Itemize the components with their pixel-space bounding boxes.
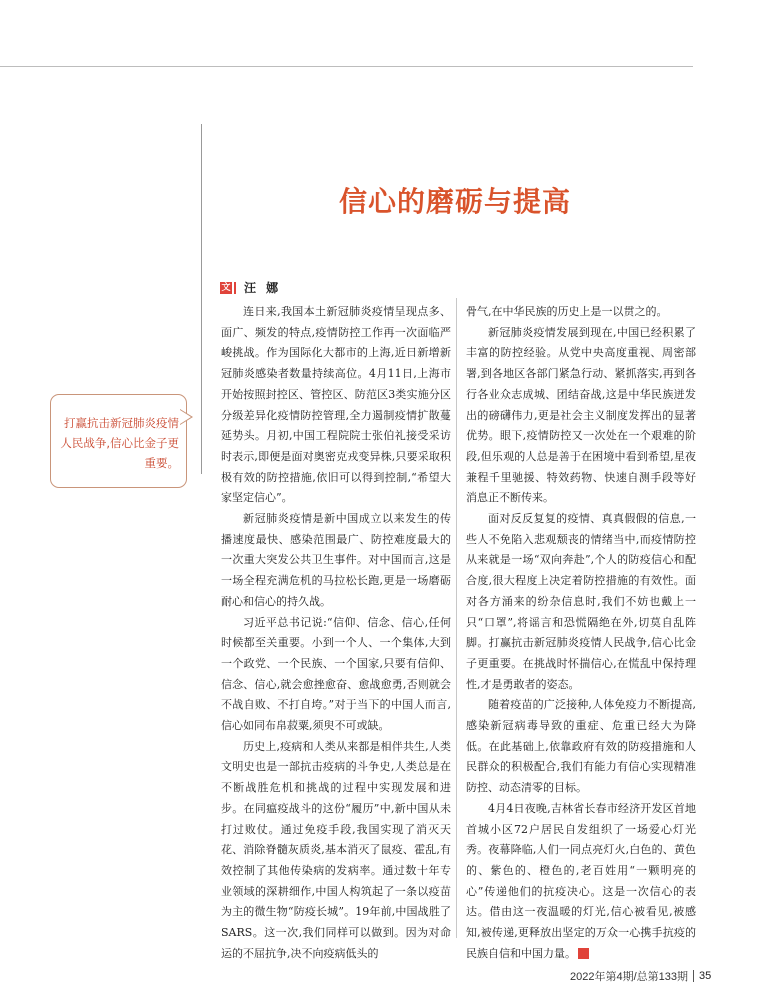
- article-column-right: [466, 302, 696, 965]
- end-mark-icon: G: [578, 948, 589, 959]
- paragraph-last-text: 4月4日夜晚,吉林省长春市经济开发区首地首城小区72户居民自发组织了一场爱心灯光秀。夜幕降临,人们一同点亮灯火,白色的、黄色的、紫色的、橙色的,老百姓用“一颗明亮的心”传递他们的抗疫决心。这是一次信心的表达。借由这一夜温暖的灯光,信心被看见,被感知,被传递,更释放出坚定的万众一心携手抗疫的民族自信和中国力量。: [466, 801, 696, 960]
- paragraph: 历史上,疫病和人类从来都是相伴共生,人类文明史也是一部抗击疫病的斗争史,人类总是在不断战胜危机和挑战的过程中实现发展和进步。在同瘟疫战斗的这份“履历”中,新中国从未打过败仗。通过免疫手段,我国实现了消灭天花、消除脊髓灰质炎,基本消灭了鼠疫、霍乱,有效控制了其他传染病的发病率。通过数十年专业领域的深耕细作,中国人构筑起了一条以疫苗为主的微生物“防疫长城”。19年前,中国战胜了SARS。这一次,我们同样可以做到。因为对命运的不屈抗争,决不向疫病低头的: [221, 739, 451, 960]
- paragraph: 随着疫苗的广泛接种,人体免疫力不断提高,感染新冠病毒导致的重症、危重已经大为降低。在此基础上,依靠政府有效的防疫措施和人民群众的积极配合,我们有能力有信心实现精准防控、动态清零的目标。: [466, 698, 696, 795]
- paragraph: 新冠肺炎疫情是新中国成立以来发生的传播速度最快、感染范围最广、防控难度最大的一次重大突发公共卫生事件。对中国而言,这是一场全程充满危机的马拉松长跑,更是一场磨砺耐心和信心的持久战。: [221, 512, 451, 608]
- paragraph: 骨气,在中华民族的历史上是一以贯之的。: [466, 305, 668, 318]
- pullquote-text: 打赢抗击新冠肺炎疫情人民战争,信心比金子更重要。: [60, 416, 179, 470]
- paragraph: 习近平总书记说:“信仰、信念、信心,任何时候都至关重要。小到一个人、一个集体,大到一个政党、一个民族、一个国家,只要有信仰、信念、信心,就会愈挫愈奋、愈战愈勇,否则就会不战自败、不打自垮。”对于当下的中国人而言,信心如同布帛菽粟,须臾不可或缺。: [221, 615, 451, 733]
- pullquote-tail-inner: [180, 410, 191, 424]
- paragraph-last: [466, 799, 696, 965]
- header-rule: [0, 66, 693, 67]
- pullquote: [50, 394, 187, 488]
- page-footer: [570, 968, 711, 984]
- page-number: 35: [699, 970, 712, 982]
- paragraph: 连日来,我国本土新冠肺炎疫情呈现点多、面广、频发的特点,疫情防控工作再一次面临严峻挑战。作为国际化大都市的上海,近日新增新冠肺炎感染者数量持续高位。4月11日,上海市开始按照封控区、管控区、防范区3类实施分区分级差异化疫情防控管理,全力遏制疫情扩散蔓延势头。月初,中国工程院院士张伯礼接受采访时表示,即便是面对奥密克戎变异株,只要采取积极有效的防控措施,依旧可以得到控制,“希望大家坚定信心”。: [221, 305, 451, 505]
- author-name: 汪 娜: [244, 281, 282, 295]
- issue-info: 2022年第4期/总第133期: [570, 971, 688, 983]
- paragraph: 面对反反复复的疫情、真真假假的信息,一些人不免陷入悲观颓丧的情绪当中,而疫情防控从来就是一场“双向奔赴”,个人的防疫信心和配合度,很大程度上决定着防控措施的有效性。面对各方涌来的纷杂信息时,我们不妨也戴上一只“口罩”,将谣言和恐慌隔绝在外,切莫自乱阵脚。打赢抗击新冠肺炎疫情人民战争,信心比金子更重要。在挑战时怀揣信心,在慌乱中保持理性,才是勇敢者的姿态。: [466, 512, 696, 691]
- article-column-left: [221, 302, 451, 965]
- paragraph: 新冠肺炎疫情发展到现在,中国已经积累了丰富的防控经验。从党中央高度重视、周密部署,到各地区各部门紧急行动、紧抓落实,再到各行各业众志成城、团结奋战,这是中华民族迸发出的磅礴伟力,更是社会主义制度发挥出的显著优势。眼下,疫情防控又一次处在一个艰难的阶段,但乐观的人总是善于在困境中看到希望,星夜兼程千里驰援、特效药物、快速自测手段等好消息正不断传来。: [466, 325, 696, 505]
- margin-rule: [201, 124, 202, 474]
- byline-bar: [234, 282, 236, 294]
- article-title: 信心的磨砺与提高: [338, 185, 571, 218]
- column-divider: [456, 298, 457, 938]
- footer-separator: [693, 970, 694, 982]
- author-mark: 文: [221, 282, 231, 293]
- byline: [220, 279, 281, 296]
